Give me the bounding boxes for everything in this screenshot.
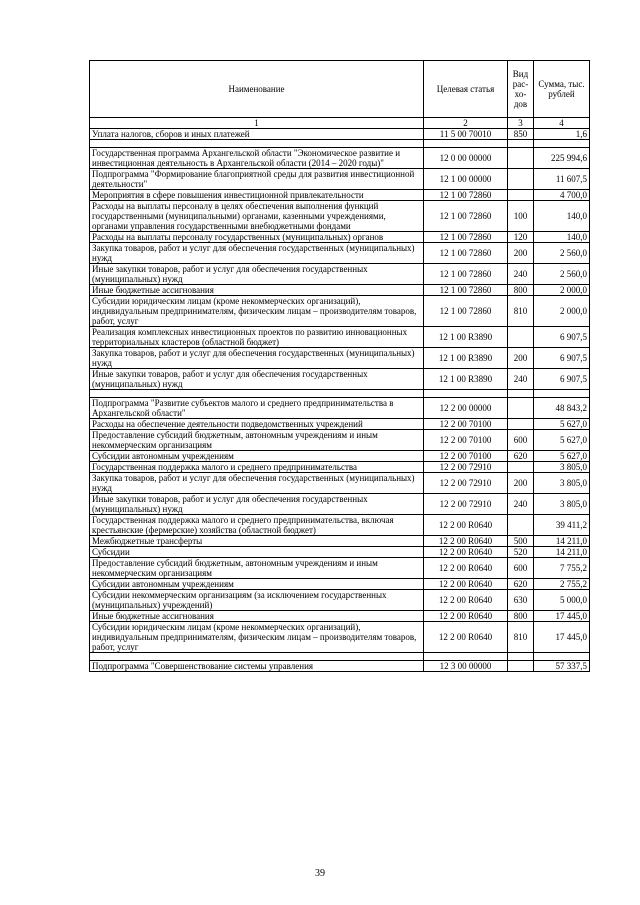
spacer-cell (534, 653, 590, 661)
kind-cell (508, 190, 534, 201)
table-row (90, 451, 590, 462)
spacer-cell (424, 140, 508, 148)
sum-cell: 39 411,2 (534, 515, 590, 536)
name-cell: Мероприятия в сфере повышения инвестиционной привлекательности (90, 190, 424, 201)
spacer-cell (508, 390, 534, 398)
code-cell: 12 2 00 70100 (424, 419, 508, 430)
sum-cell: 1,6 (534, 129, 590, 140)
code-cell: 12 2 00 R0640 (424, 536, 508, 547)
sum-cell: 3 805,0 (534, 494, 590, 515)
kind-cell: 800 (508, 611, 534, 622)
spacer-cell (534, 390, 590, 398)
kind-cell: 600 (508, 558, 534, 579)
table-row (90, 148, 590, 169)
name-cell: Уплата налогов, сборов и иных платежей (90, 129, 424, 140)
budget-table (89, 60, 590, 672)
code-cell: 12 2 00 00000 (424, 398, 508, 419)
table-row (90, 129, 590, 140)
sum-cell: 6 907,5 (534, 348, 590, 369)
table-row (90, 473, 590, 494)
spacer-cell (534, 140, 590, 148)
kind-cell (508, 419, 534, 430)
table-row (90, 201, 590, 232)
sum-cell: 5 627,0 (534, 451, 590, 462)
kind-cell: 850 (508, 129, 534, 140)
name-cell: Субсидии (90, 547, 424, 558)
table-row (90, 169, 590, 190)
column-number: 3 (508, 118, 534, 129)
table-row (90, 661, 590, 672)
kind-cell (508, 398, 534, 419)
table-row (90, 590, 590, 611)
kind-cell: 240 (508, 494, 534, 515)
spacer-row (90, 653, 590, 661)
name-cell: Субсидии юридическим лицам (кроме некоммерческих организаций), индивидуальным предпринимателям, физическим лицам – производителям товаров, работ, услуг (90, 622, 424, 653)
table-row (90, 285, 590, 296)
kind-cell: 520 (508, 547, 534, 558)
name-cell: Межбюджетные трансферты (90, 536, 424, 547)
header-sum: Сумма, тыс. рублей (534, 61, 590, 118)
code-cell: 12 2 00 R0640 (424, 611, 508, 622)
sum-cell: 5 000,0 (534, 590, 590, 611)
table-row (90, 547, 590, 558)
code-cell: 12 1 00 R3890 (424, 369, 508, 390)
kind-cell: 620 (508, 451, 534, 462)
code-cell: 12 1 00 72860 (424, 264, 508, 285)
name-cell: Предоставление субсидий бюджетным, автономным учреждениям и иным некоммерческим организациям (90, 430, 424, 451)
kind-cell (508, 462, 534, 473)
code-cell: 12 2 00 70100 (424, 430, 508, 451)
kind-cell: 100 (508, 201, 534, 232)
sum-cell: 14 211,0 (534, 547, 590, 558)
name-cell: Субсидии автономным учреждениям (90, 579, 424, 590)
column-number-row (90, 118, 590, 129)
sum-cell: 140,0 (534, 232, 590, 243)
kind-cell: 800 (508, 285, 534, 296)
table-row (90, 558, 590, 579)
table-row (90, 348, 590, 369)
name-cell: Государственная поддержка малого и среднего предпринимательства, включая крестьянские (фермерские) хозяйства (областной бюджет) (90, 515, 424, 536)
kind-cell: 810 (508, 296, 534, 327)
code-cell: 12 3 00 00000 (424, 661, 508, 672)
sum-cell: 17 445,0 (534, 611, 590, 622)
table-row (90, 190, 590, 201)
sum-cell: 48 843,2 (534, 398, 590, 419)
sum-cell: 3 805,0 (534, 462, 590, 473)
spacer-cell (90, 140, 424, 148)
name-cell: Закупка товаров, работ и услуг для обеспечения государственных (муниципальных) нужд (90, 243, 424, 264)
kind-cell (508, 169, 534, 190)
sum-cell: 6 907,5 (534, 369, 590, 390)
spacer-cell (508, 140, 534, 148)
code-cell: 12 2 00 R0640 (424, 558, 508, 579)
kind-cell: 630 (508, 590, 534, 611)
name-cell: Субсидии юридическим лицам (кроме некоммерческих организаций), индивидуальным предпринимателям, физическим лицам – производителям товаров, работ, услуг (90, 296, 424, 327)
code-cell: 12 1 00 72860 (424, 201, 508, 232)
kind-cell: 200 (508, 348, 534, 369)
name-cell: Иные закупки товаров, работ и услуг для обеспечения государственных (муниципальных) нужд (90, 494, 424, 515)
kind-cell: 200 (508, 243, 534, 264)
kind-cell: 120 (508, 232, 534, 243)
name-cell: Субсидии некоммерческим организациям (за исключением государственных (муниципальных) учреждений) (90, 590, 424, 611)
code-cell: 12 1 00 72860 (424, 296, 508, 327)
name-cell: Подпрограмма "Формирование благоприятной среды для развития инвестиционной деятельности" (90, 169, 424, 190)
column-number: 4 (534, 118, 590, 129)
code-cell: 12 1 00 72860 (424, 190, 508, 201)
table-body (90, 129, 590, 672)
sum-cell: 2 755,2 (534, 579, 590, 590)
sum-cell: 17 445,0 (534, 622, 590, 653)
header-row (90, 61, 590, 118)
table-row (90, 622, 590, 653)
sum-cell: 5 627,0 (534, 419, 590, 430)
table-row (90, 579, 590, 590)
code-cell: 12 2 00 72910 (424, 473, 508, 494)
kind-cell: 240 (508, 264, 534, 285)
code-cell: 12 1 00 R3890 (424, 327, 508, 348)
table-row (90, 369, 590, 390)
kind-cell (508, 515, 534, 536)
kind-cell: 620 (508, 579, 534, 590)
sum-cell: 57 337,5 (534, 661, 590, 672)
code-cell: 12 2 00 70100 (424, 451, 508, 462)
code-cell: 12 2 00 R0640 (424, 515, 508, 536)
code-cell: 12 1 00 00000 (424, 169, 508, 190)
table-row (90, 232, 590, 243)
table-row (90, 327, 590, 348)
name-cell: Иные закупки товаров, работ и услуг для обеспечения государственных (муниципальных) нужд (90, 369, 424, 390)
name-cell: Иные бюджетные ассигнования (90, 285, 424, 296)
spacer-cell (90, 390, 424, 398)
sum-cell: 3 805,0 (534, 473, 590, 494)
kind-cell: 810 (508, 622, 534, 653)
header-name: Наименование (90, 61, 424, 118)
kind-cell (508, 148, 534, 169)
name-cell: Расходы на выплаты персоналу в целях обеспечения выполнения функций государственными (муниципальными) органами, казенными учреждениями, органами управления государственными внебюджетными фондами (90, 201, 424, 232)
header-code: Целевая статья (424, 61, 508, 118)
code-cell: 12 1 00 R3890 (424, 348, 508, 369)
code-cell: 12 1 00 72860 (424, 285, 508, 296)
kind-cell: 200 (508, 473, 534, 494)
code-cell: 12 1 00 72860 (424, 243, 508, 264)
table-row (90, 494, 590, 515)
table-row (90, 243, 590, 264)
code-cell: 12 2 00 72910 (424, 462, 508, 473)
sum-cell: 225 994,6 (534, 148, 590, 169)
name-cell: Подпрограмма "Совершенствование системы управления (90, 661, 424, 672)
column-number: 2 (424, 118, 508, 129)
kind-cell: 240 (508, 369, 534, 390)
spacer-cell (90, 653, 424, 661)
name-cell: Государственная программа Архангельской области "Экономическое развитие и инвестиционная деятельность в Архангельской области (2014 – 2020 годы)" (90, 148, 424, 169)
name-cell: Расходы на выплаты персоналу государственных (муниципальных) органов (90, 232, 424, 243)
sum-cell: 140,0 (534, 201, 590, 232)
name-cell: Иные закупки товаров, работ и услуг для обеспечения государственных (муниципальных) нужд (90, 264, 424, 285)
sum-cell: 2 560,0 (534, 243, 590, 264)
sum-cell: 5 627,0 (534, 430, 590, 451)
sum-cell: 14 211,0 (534, 536, 590, 547)
sum-cell: 2 000,0 (534, 285, 590, 296)
sum-cell: 4 700,0 (534, 190, 590, 201)
sum-cell: 6 907,5 (534, 327, 590, 348)
kind-cell (508, 661, 534, 672)
name-cell: Государственная поддержка малого и среднего предпринимательства (90, 462, 424, 473)
spacer-row (90, 390, 590, 398)
name-cell: Реализация комплексных инвестиционных проектов по развитию инновационных территориальных кластеров (областной бюджет) (90, 327, 424, 348)
sum-cell: 7 755,2 (534, 558, 590, 579)
code-cell: 12 2 00 R0640 (424, 590, 508, 611)
sum-cell: 2 000,0 (534, 296, 590, 327)
name-cell: Подпрограмма "Развитие субъектов малого и среднего предпринимательства в Архангельской области" (90, 398, 424, 419)
kind-cell: 500 (508, 536, 534, 547)
code-cell: 12 1 00 72860 (424, 232, 508, 243)
name-cell: Закупка товаров, работ и услуг для обеспечения государственных (муниципальных) нужд (90, 473, 424, 494)
table-row (90, 515, 590, 536)
kind-cell: 600 (508, 430, 534, 451)
table-row (90, 462, 590, 473)
table-row (90, 398, 590, 419)
table-row (90, 296, 590, 327)
sum-cell: 11 607,5 (534, 169, 590, 190)
kind-cell (508, 327, 534, 348)
name-cell: Субсидии автономным учреждениям (90, 451, 424, 462)
table-row (90, 536, 590, 547)
table-row (90, 264, 590, 285)
code-cell: 12 2 00 R0640 (424, 579, 508, 590)
table-row (90, 611, 590, 622)
table-row (90, 419, 590, 430)
name-cell: Иные бюджетные ассигнования (90, 611, 424, 622)
name-cell: Закупка товаров, работ и услуг для обеспечения государственных (муниципальных) нужд (90, 348, 424, 369)
code-cell: 12 0 00 00000 (424, 148, 508, 169)
spacer-cell (508, 653, 534, 661)
header-kind: Вид рас-хо-дов (508, 61, 534, 118)
spacer-cell (424, 390, 508, 398)
page-number: 39 (315, 868, 325, 879)
code-cell: 12 2 00 72910 (424, 494, 508, 515)
spacer-row (90, 140, 590, 148)
table-row (90, 430, 590, 451)
code-cell: 12 2 00 R0640 (424, 547, 508, 558)
name-cell: Расходы на обеспечение деятельности подведомственных учреждений (90, 419, 424, 430)
column-number: 1 (90, 118, 424, 129)
code-cell: 12 2 00 R0640 (424, 622, 508, 653)
code-cell: 11 5 00 70010 (424, 129, 508, 140)
spacer-cell (424, 653, 508, 661)
name-cell: Предоставление субсидий бюджетным, автономным учреждениям и иным некоммерческим организациям (90, 558, 424, 579)
sum-cell: 2 560,0 (534, 264, 590, 285)
